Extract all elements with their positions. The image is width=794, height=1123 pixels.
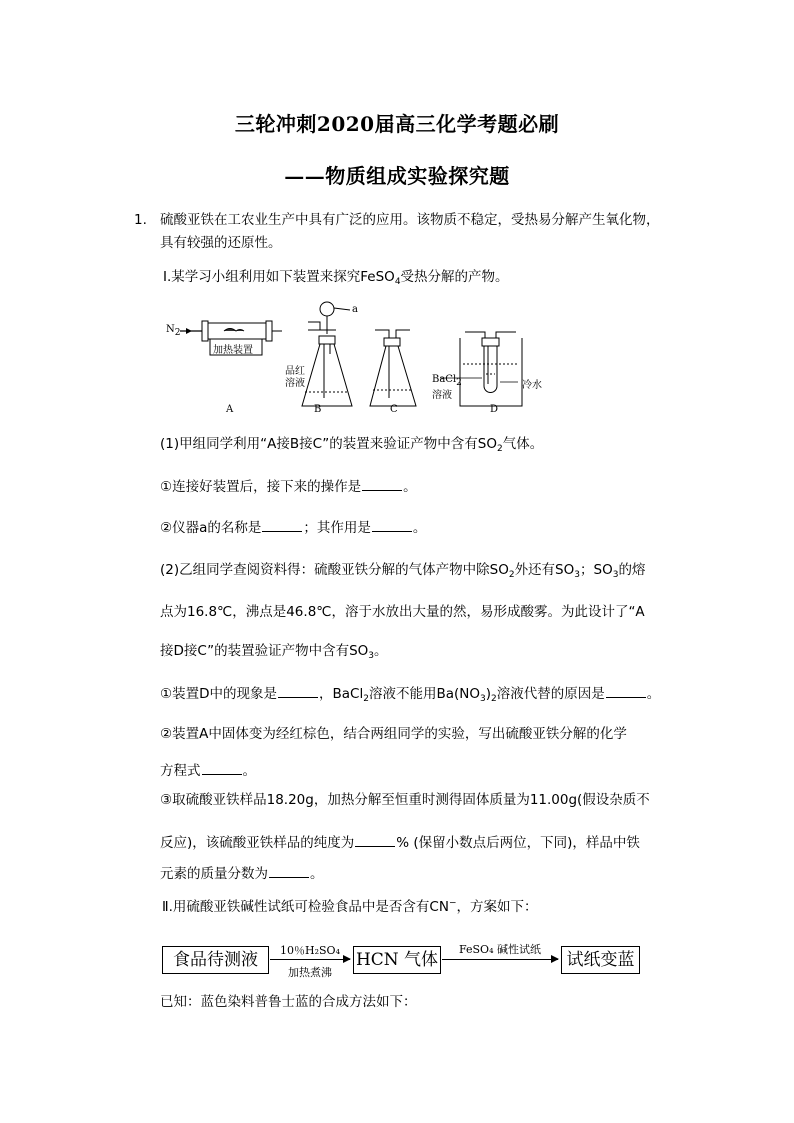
q1-i: [160, 476, 417, 497]
flow-arrow-1: [270, 959, 350, 960]
q1-ii-mid: ；其作用是: [303, 520, 371, 536]
page-title: 三轮冲刺2020届高三化学考题必刷: [234, 112, 560, 136]
subscript: 2: [456, 378, 462, 388]
part1-text: Ⅰ.某学习小组利用如下装置来探究FeSO: [163, 269, 395, 285]
apparatus-diagram: [160, 298, 540, 423]
q2-i-e: 溶液代替的原因是: [496, 686, 605, 702]
q2-iii-l3-a: 元素的质量分数为: [160, 866, 268, 882]
q2-line-2: 点为16.8℃，沸点是46.8℃，溶于水放出大量的然，易形成酸雾。为此设计了“A: [160, 604, 645, 620]
answer-blank[interactable]: [269, 863, 309, 878]
q2-i: [160, 683, 660, 704]
q2-i-f: 。: [646, 686, 661, 702]
stopper: [319, 336, 335, 344]
q1-text-b: 气体。: [502, 436, 544, 452]
q2-l1-d: 的熔: [618, 562, 646, 578]
q2-iii-line-2: [160, 832, 640, 853]
answer-blank[interactable]: [362, 476, 402, 491]
subscript: 2: [496, 444, 503, 454]
q2-line-3: [160, 641, 388, 661]
flow-arrow-2: [442, 959, 558, 960]
flow-condition-1: 加热煮沸: [288, 966, 332, 979]
part2-heading: [162, 897, 538, 917]
q2-i-a: ①装置D中的现象是: [160, 686, 277, 702]
q2-l3-a: 接D接C”的装置验证产物中含有SO: [160, 643, 369, 659]
bacl2-text: BaCl: [432, 374, 457, 385]
flow-reagent-2: FeSO₄ 碱性试纸: [458, 943, 541, 956]
heating-label: 加热装置: [213, 345, 253, 356]
bacl2-label-2: 溶液: [432, 390, 452, 401]
pinhong-label-2: 溶液: [285, 378, 305, 389]
label-c: C: [390, 404, 398, 415]
test-tube: [484, 346, 497, 393]
q1-text: [160, 434, 543, 454]
q1-ii-text: ②仪器a的名称是: [160, 520, 262, 536]
answer-blank[interactable]: [278, 683, 318, 698]
intro-line-2: 具有较强的还原性。: [160, 235, 282, 251]
answer-blank[interactable]: [202, 760, 242, 775]
q2-ii-line-1: ②装置A中固体变为经红棕色，结合两组同学的实验，写出硫酸亚铁分解的化学: [160, 726, 627, 742]
conical-flask-c: [370, 346, 416, 406]
q2-l1-c: ；SO: [580, 562, 613, 578]
q2-iii-l2-b: % (保留小数点后两位，下同)，样品中铁: [396, 835, 640, 851]
flow-box-sample: 食品待测液: [162, 946, 269, 974]
conical-flask-b: [302, 344, 352, 406]
q2-ii-l2-b: 。: [242, 763, 256, 779]
subscript: 2: [491, 694, 497, 704]
subscript: 2: [363, 694, 369, 704]
beaker: [460, 338, 522, 406]
known-text: 已知：蓝色染料普鲁士蓝的合成方法如下：: [160, 994, 417, 1010]
q2-iii-l2-a: 反应)，该硫酸亚铁样品的纯度为: [160, 835, 355, 851]
n2-text: N: [166, 324, 175, 335]
subscript: 3: [612, 570, 619, 580]
q2-l1-a: (2)乙组同学查阅资料得：硫酸亚铁分解的气体产物中除SO: [160, 562, 509, 578]
subscript: 3: [574, 570, 580, 580]
q1-text-a: (1)甲组同学利用“A接B接C”的装置来验证产物中含有SO: [160, 436, 497, 452]
n2-label: [166, 324, 181, 338]
q2-ii-l2-a: 方程式: [160, 763, 201, 779]
instrument-a-label: a: [352, 304, 358, 315]
q2-line-1: [160, 560, 645, 580]
part1-text-end: 受热分解的产物。: [400, 269, 509, 285]
q2-ii-line-2: [160, 760, 256, 781]
part2-text-end: ，方案如下：: [456, 899, 538, 915]
arrow-icon: [186, 328, 192, 334]
subscript: 3: [368, 651, 374, 661]
q2-iii-line-1: ③取硫酸亚铁样品18.20g，加热分解至恒重时测得固体质量为11.00g(假设杂质不: [160, 792, 650, 808]
q2-l1-b: 外还有SO: [514, 562, 575, 578]
label-a: A: [226, 404, 234, 415]
cold-water-label: 冷水: [522, 380, 542, 391]
q2-i-c: 溶液不能用Ba(NO: [368, 686, 480, 702]
question-number: 1.: [134, 212, 147, 228]
q1-i-end: 。: [403, 479, 417, 495]
answer-blank[interactable]: [606, 683, 646, 698]
flow-box-hcn: HCN 气体: [353, 946, 441, 974]
superscript: −: [448, 898, 457, 909]
answer-blank[interactable]: [262, 517, 302, 532]
flow-box-result: 试纸变蓝: [561, 946, 640, 974]
page-subtitle: ——物质组成实验探究题: [284, 164, 510, 188]
subscript: 3: [479, 694, 486, 704]
label-b: B: [314, 404, 322, 415]
subscript: 2: [174, 328, 181, 338]
label-d: D: [490, 404, 499, 415]
separatory-funnel: [320, 302, 334, 316]
subscript: 4: [394, 277, 401, 287]
flow-reagent-1: 10％H₂SO₄: [280, 944, 340, 957]
q2-i-b: ，BaCl: [319, 686, 364, 702]
q2-iii-l3-b: 。: [310, 866, 324, 882]
answer-blank[interactable]: [372, 517, 412, 532]
part2-text: Ⅱ.用硫酸亚铁碱性试纸可检验食品中是否含有CN: [162, 899, 449, 915]
intro-line-1: 硫酸亚铁在工农业生产中具有广泛的应用。该物质不稳定，受热易分解产生氧化物，: [160, 212, 660, 228]
q1-ii-end: 。: [412, 520, 427, 536]
q2-i-d: ): [485, 686, 491, 702]
q2-iii-line-3: [160, 863, 324, 884]
q2-l3-b: 。: [374, 643, 388, 659]
q1-i-text: ①连接好装置后，接下来的操作是: [160, 479, 362, 495]
sample-solid: [224, 329, 244, 332]
pinhong-label: 品红: [285, 366, 305, 377]
answer-blank[interactable]: [355, 832, 395, 847]
bacl2-label: [432, 374, 462, 388]
q1-ii: [160, 517, 426, 538]
part1-heading: [163, 267, 509, 287]
subscript: 2: [508, 570, 515, 580]
